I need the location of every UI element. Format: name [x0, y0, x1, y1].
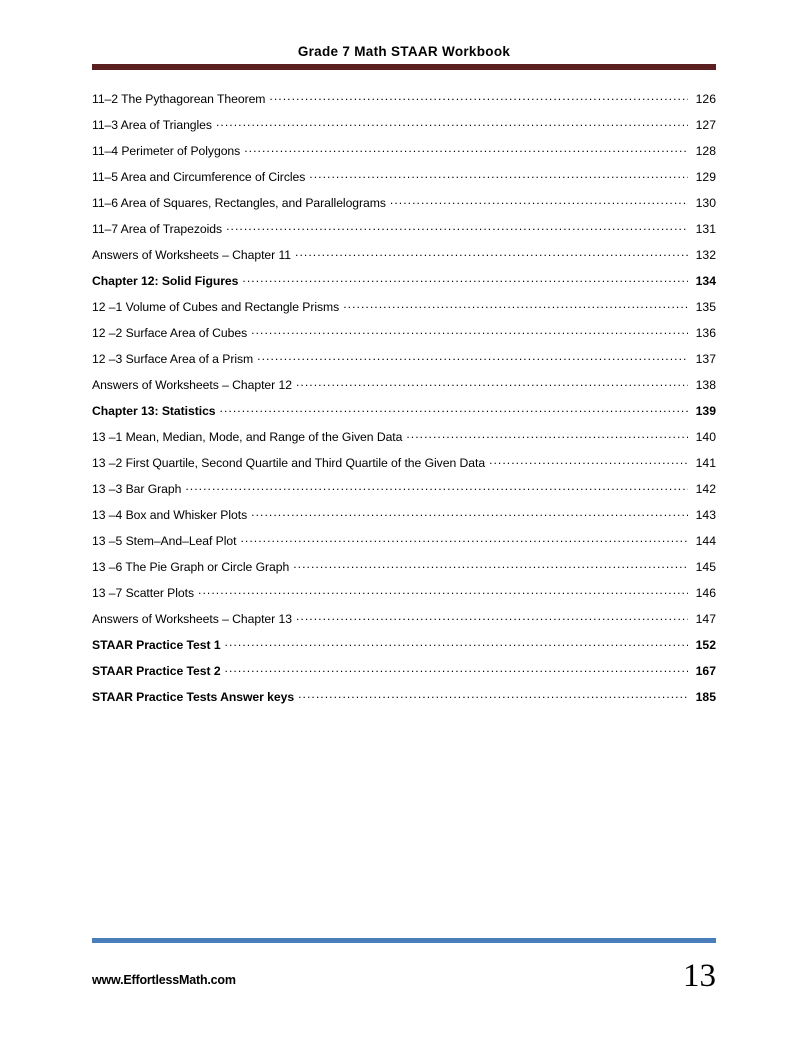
toc-entry-page-number: 132 [695, 248, 716, 263]
toc-entry-label: 13 –4 Box and Whisker Plots [92, 508, 248, 523]
toc-leader-dots [269, 91, 688, 103]
toc-entry[interactable] [92, 195, 716, 221]
toc-entry-label: Answers of Worksheets – Chapter 11 [92, 248, 292, 263]
toc-leader-dots [489, 455, 688, 467]
toc-entry[interactable] [92, 325, 716, 351]
toc-leader-dots [242, 273, 688, 285]
toc-entry-label: STAAR Practice Tests Answer keys [92, 690, 295, 705]
toc-entry-label: 12 –3 Surface Area of a Prism [92, 352, 254, 367]
toc-entry[interactable] [92, 585, 716, 611]
toc-entry[interactable] [92, 611, 716, 637]
toc-entry-page-number: 138 [695, 378, 716, 393]
toc-leader-dots [240, 533, 688, 545]
toc-entry-label: 11–6 Area of Squares, Rectangles, and Parallelograms [92, 196, 386, 211]
toc-entry-page-number: 141 [695, 456, 716, 471]
toc-entry-page-number: 145 [695, 560, 716, 575]
page-footer [92, 938, 716, 993]
page-header [92, 44, 716, 70]
toc-leader-dots [390, 195, 688, 207]
toc-entry-label: STAAR Practice Test 1 [92, 638, 221, 653]
toc-entry-label: 13 –2 First Quartile, Second Quartile and Third Quartile of the Given Data [92, 456, 486, 471]
header-rule [92, 64, 716, 70]
toc-entry-label: 13 –5 Stem–And–Leaf Plot [92, 534, 237, 549]
page-title: Grade 7 Math STAAR Workbook [297, 44, 511, 59]
toc-entry-page-number: 135 [695, 300, 716, 315]
toc-entry-page-number: 143 [695, 508, 716, 523]
toc-entry[interactable] [92, 403, 716, 429]
toc-entry-page-number: 144 [695, 534, 716, 549]
toc-entry-page-number: 131 [695, 222, 716, 237]
toc-entry-page-number: 136 [695, 326, 716, 341]
toc-leader-dots [293, 559, 688, 571]
page-number: 13 [683, 958, 716, 994]
toc-entry-page-number: 129 [695, 170, 716, 185]
toc-entry-page-number: 130 [695, 196, 716, 211]
toc-entry-page-number: 139 [695, 404, 716, 419]
toc-leader-dots [244, 143, 688, 155]
toc-leader-dots [185, 481, 688, 493]
toc-entry-page-number: 128 [695, 144, 716, 159]
toc-leader-dots [226, 221, 688, 233]
toc-entry-label: Chapter 12: Solid Figures [92, 274, 239, 289]
toc-entry-page-number: 140 [695, 430, 716, 445]
toc-entry-label: 11–2 The Pythagorean Theorem [92, 92, 266, 107]
toc-entry-page-number: 142 [695, 482, 716, 497]
toc-leader-dots [251, 325, 688, 337]
toc-entry[interactable] [92, 299, 716, 325]
toc-entry[interactable] [92, 533, 716, 559]
toc-entry[interactable] [92, 169, 716, 195]
toc-entry[interactable] [92, 351, 716, 377]
toc-entry-page-number: 146 [695, 586, 716, 601]
toc-leader-dots [296, 611, 688, 623]
toc-entry[interactable] [92, 273, 716, 299]
toc-entry[interactable] [92, 429, 716, 455]
toc-entry-label: 12 –1 Volume of Cubes and Rectangle Prisms [92, 300, 340, 315]
toc-entry-label: Chapter 13: Statistics [92, 404, 216, 419]
toc-entry[interactable] [92, 377, 716, 403]
toc-leader-dots [309, 169, 688, 181]
toc-leader-dots [225, 663, 688, 675]
toc-leader-dots [220, 403, 688, 415]
toc-leader-dots [298, 689, 688, 701]
toc-entry[interactable] [92, 91, 716, 117]
toc-entry-page-number: 167 [695, 664, 716, 679]
toc-leader-dots [295, 247, 688, 259]
toc-entry-page-number: 137 [695, 352, 716, 367]
toc-entry-page-number: 185 [695, 690, 716, 705]
toc-entry-label: 12 –2 Surface Area of Cubes [92, 326, 248, 341]
toc-entry[interactable] [92, 455, 716, 481]
toc-entry[interactable] [92, 637, 716, 663]
footer-content [92, 951, 716, 993]
toc-entry[interactable] [92, 689, 716, 715]
toc-leader-dots [406, 429, 688, 441]
toc-entry-page-number: 152 [695, 638, 716, 653]
toc-entry-label: STAAR Practice Test 2 [92, 664, 221, 679]
table-of-contents [92, 91, 716, 715]
website-url[interactable]: www.EffortlessMath.com [92, 973, 236, 987]
toc-entry[interactable] [92, 247, 716, 273]
toc-entry[interactable] [92, 507, 716, 533]
toc-leader-dots [251, 507, 688, 519]
toc-leader-dots [257, 351, 688, 363]
toc-entry-page-number: 134 [695, 274, 716, 289]
toc-entry-page-number: 127 [695, 118, 716, 133]
toc-entry[interactable] [92, 143, 716, 169]
toc-entry[interactable] [92, 559, 716, 585]
toc-entry-label: 11–4 Perimeter of Polygons [92, 144, 241, 159]
toc-entry[interactable] [92, 117, 716, 143]
toc-entry-label: 13 –1 Mean, Median, Mode, and Range of the Given Data [92, 430, 403, 445]
toc-entry-page-number: 126 [695, 92, 716, 107]
toc-leader-dots [198, 585, 688, 597]
toc-leader-dots [343, 299, 688, 311]
toc-entry[interactable] [92, 221, 716, 247]
toc-entry-label: 11–7 Area of Trapezoids [92, 222, 223, 237]
toc-entry-label: Answers of Worksheets – Chapter 13 [92, 612, 292, 627]
toc-entry-label: Answers of Worksheets – Chapter 12 [92, 378, 292, 393]
toc-entry-label: 11–5 Area and Circumference of Circles [92, 170, 306, 185]
toc-entry-label: 13 –6 The Pie Graph or Circle Graph [92, 560, 290, 575]
toc-entry-label: 11–3 Area of Triangles [92, 118, 212, 133]
toc-entry-label: 13 –3 Bar Graph [92, 482, 182, 497]
toc-leader-dots [216, 117, 688, 129]
toc-entry[interactable] [92, 481, 716, 507]
toc-entry[interactable] [92, 663, 716, 689]
footer-rule [92, 938, 716, 943]
toc-leader-dots [296, 377, 688, 389]
toc-entry-label: 13 –7 Scatter Plots [92, 586, 195, 601]
toc-leader-dots [225, 637, 688, 649]
toc-entry-page-number: 147 [695, 612, 716, 627]
